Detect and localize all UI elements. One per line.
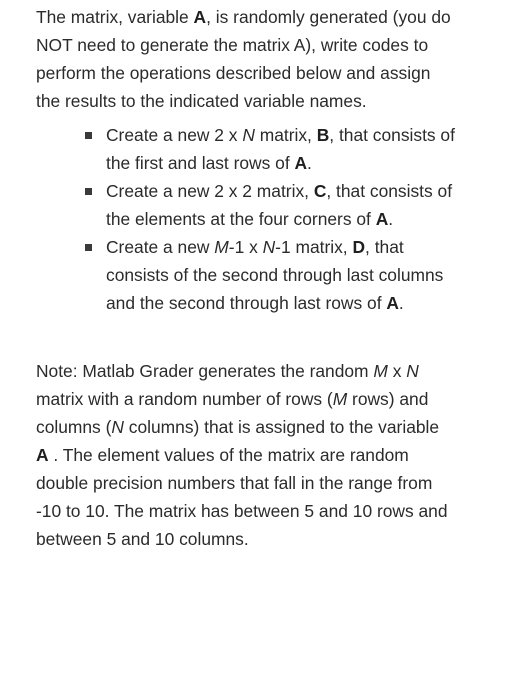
task-item-d [106,233,456,317]
note-text: x [387,361,407,381]
variable-a: A [375,209,389,229]
note-text: matrix with a random number of rows ( [36,389,333,409]
variable-n: N [262,237,276,257]
task-text: -1 x [228,237,263,257]
variable-d: D [352,237,366,257]
task-list [36,121,456,317]
note-text: Note: Matlab Grader generates the random [36,361,374,381]
task-text: , that consists of the first and last rows of [106,125,455,173]
square-bullet-icon [85,132,92,139]
task-text: Create a new [106,237,215,257]
document-body [36,3,456,553]
note-text: rows) and columns ( [36,389,429,437]
task-item-b [106,121,456,177]
task-text: -1 matrix, [275,237,353,257]
task-text: . [388,209,394,229]
variable-b: B [316,125,330,145]
intro-text: The matrix, variable [36,7,194,27]
task-text: , that consists of the elements at the four corners of [106,181,453,229]
task-text: , that consists of the second through last columns and the second through last rows of [106,237,444,313]
variable-a: A [386,293,399,313]
variable-m: M [332,389,348,409]
variable-a: A [36,445,49,465]
variable-n: N [242,125,255,145]
variable-n: N [111,417,124,437]
task-text: Create a new 2 x 2 matrix, [106,181,314,201]
variable-n: N [406,361,419,381]
note-text: columns) that is assigned to the variable [123,417,440,437]
intro-text: , is randomly generated (you do NOT need to generate the matrix A), write codes to perform the operations described below and assign the results to the indicated variable names. [36,7,451,111]
square-bullet-icon [85,244,92,251]
note-paragraph [36,357,456,553]
task-text: matrix, [254,125,317,145]
variable-c: C [313,181,327,201]
task-text: . [307,153,312,173]
intro-paragraph [36,3,456,115]
task-text: Create a new 2 x [106,125,243,145]
variable-a: A [193,7,207,27]
variable-m: M [373,361,388,381]
task-item-c [106,177,456,233]
square-bullet-icon [85,188,92,195]
note-text: . The element values of the matrix are random double precision numbers that fall in the range from -10 to 10. The matrix has between 5 and 10 rows and between 5 and 10 columns. [36,445,448,549]
task-text: . [398,293,404,313]
variable-a: A [294,153,308,173]
variable-m: M [214,237,229,257]
